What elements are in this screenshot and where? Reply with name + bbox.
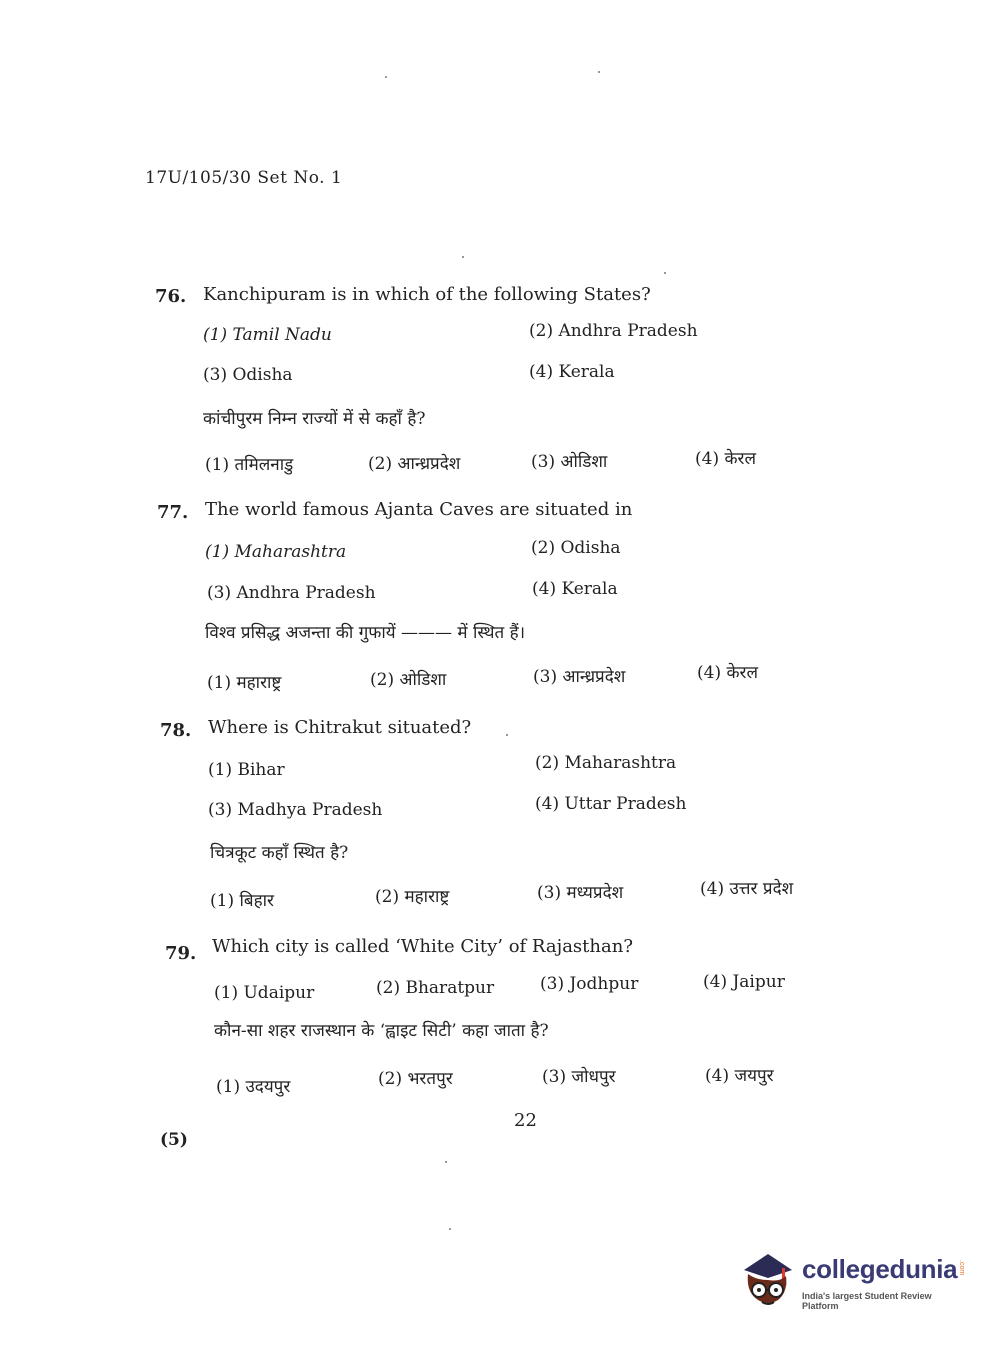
question-text: Which city is called ‘White City’ of Rajasthan?: [212, 936, 633, 957]
question-text: Where is Chitrakut situated?: [208, 717, 472, 738]
option-2: (2) Andhra Pradesh: [529, 321, 698, 341]
hindi-option-3: (3) ओडिशा: [531, 452, 608, 472]
option-1: (1) Maharashtra: [205, 542, 347, 562]
question-text: The world famous Ajanta Caves are situated in: [205, 499, 633, 520]
scan-speck: [664, 272, 666, 274]
option-1: (1) Udaipur: [214, 983, 315, 1003]
hindi-option-4: (4) केरल: [697, 663, 759, 683]
scan-speck: [506, 734, 508, 736]
brand-tagline: India's largest Student Review Platform: [802, 1291, 932, 1311]
scan-speck: [445, 1161, 447, 1163]
hindi-option-1: (1) उदयपुर: [216, 1077, 291, 1097]
header-code: 17U/105/30 Set No. 1: [145, 168, 343, 188]
hindi-option-1: (1) तमिलनाडु: [205, 455, 294, 475]
hindi-question-text: कांचीपुरम निम्न राज्यों में से कहाँ है?: [203, 409, 426, 429]
question-number: 79.: [165, 943, 197, 964]
hindi-option-2: (2) ओडिशा: [370, 670, 447, 690]
question-number: 76.: [155, 286, 187, 307]
brand-name: collegedunia: [802, 1254, 958, 1284]
hindi-option-4: (4) केरल: [695, 449, 757, 469]
section-marker: (5): [160, 1130, 188, 1150]
hindi-option-1: (1) बिहार: [210, 891, 274, 911]
hindi-question-text: कौन-सा शहर राजस्थान के ‘ह्वाइट सिटी’ कहा जाता है?: [214, 1021, 549, 1041]
option-4: (4) Kerala: [532, 579, 618, 599]
option-3: (3) Madhya Pradesh: [208, 800, 383, 820]
hindi-option-2: (2) महाराष्ट्र: [375, 887, 450, 907]
option-4: (4) Uttar Pradesh: [535, 794, 687, 814]
mascot-icon: [740, 1248, 798, 1312]
scan-speck: [462, 256, 464, 258]
option-1: (1) Tamil Nadu: [203, 325, 332, 345]
option-2: (2) Odisha: [531, 538, 621, 558]
hindi-question-text: चित्रकूट कहाँ स्थित है?: [210, 843, 349, 863]
collegedunia-logo: [740, 1248, 970, 1312]
scan-speck: [449, 1228, 451, 1230]
hindi-option-4: (4) उत्तर प्रदेश: [700, 879, 794, 899]
option-4: (4) Jaipur: [703, 972, 785, 992]
page-number: 22: [514, 1110, 537, 1131]
hindi-option-3: (3) मध्यप्रदेश: [537, 883, 624, 903]
option-3: (3) Odisha: [203, 365, 293, 385]
scan-speck: [385, 76, 387, 78]
hindi-option-1: (1) महाराष्ट्र: [207, 673, 282, 693]
option-3: (3) Andhra Pradesh: [207, 583, 376, 603]
hindi-option-3: (3) जोधपुर: [542, 1067, 616, 1087]
scan-speck: [598, 71, 600, 73]
question-text: Kanchipuram is in which of the following States?: [203, 284, 651, 305]
option-2: (2) Maharashtra: [535, 753, 677, 773]
option-3: (3) Jodhpur: [540, 974, 639, 994]
option-2: (2) Bharatpur: [376, 978, 495, 998]
option-1: (1) Bihar: [208, 760, 285, 780]
hindi-option-4: (4) जयपुर: [705, 1066, 774, 1086]
hindi-option-2: (2) भरतपुर: [378, 1069, 453, 1089]
option-4: (4) Kerala: [529, 362, 615, 382]
hindi-question-text: विश्व प्रसिद्ध अजन्ता की गुफायें ——— में स्थित हैं।: [205, 623, 526, 643]
question-number: 77.: [157, 502, 189, 523]
question-number: 78.: [160, 720, 192, 741]
brand-suffix: .com: [958, 1260, 965, 1276]
hindi-option-2: (2) आन्ध्रप्रदेश: [368, 454, 461, 474]
hindi-option-3: (3) आन्ध्रप्रदेश: [533, 667, 626, 687]
